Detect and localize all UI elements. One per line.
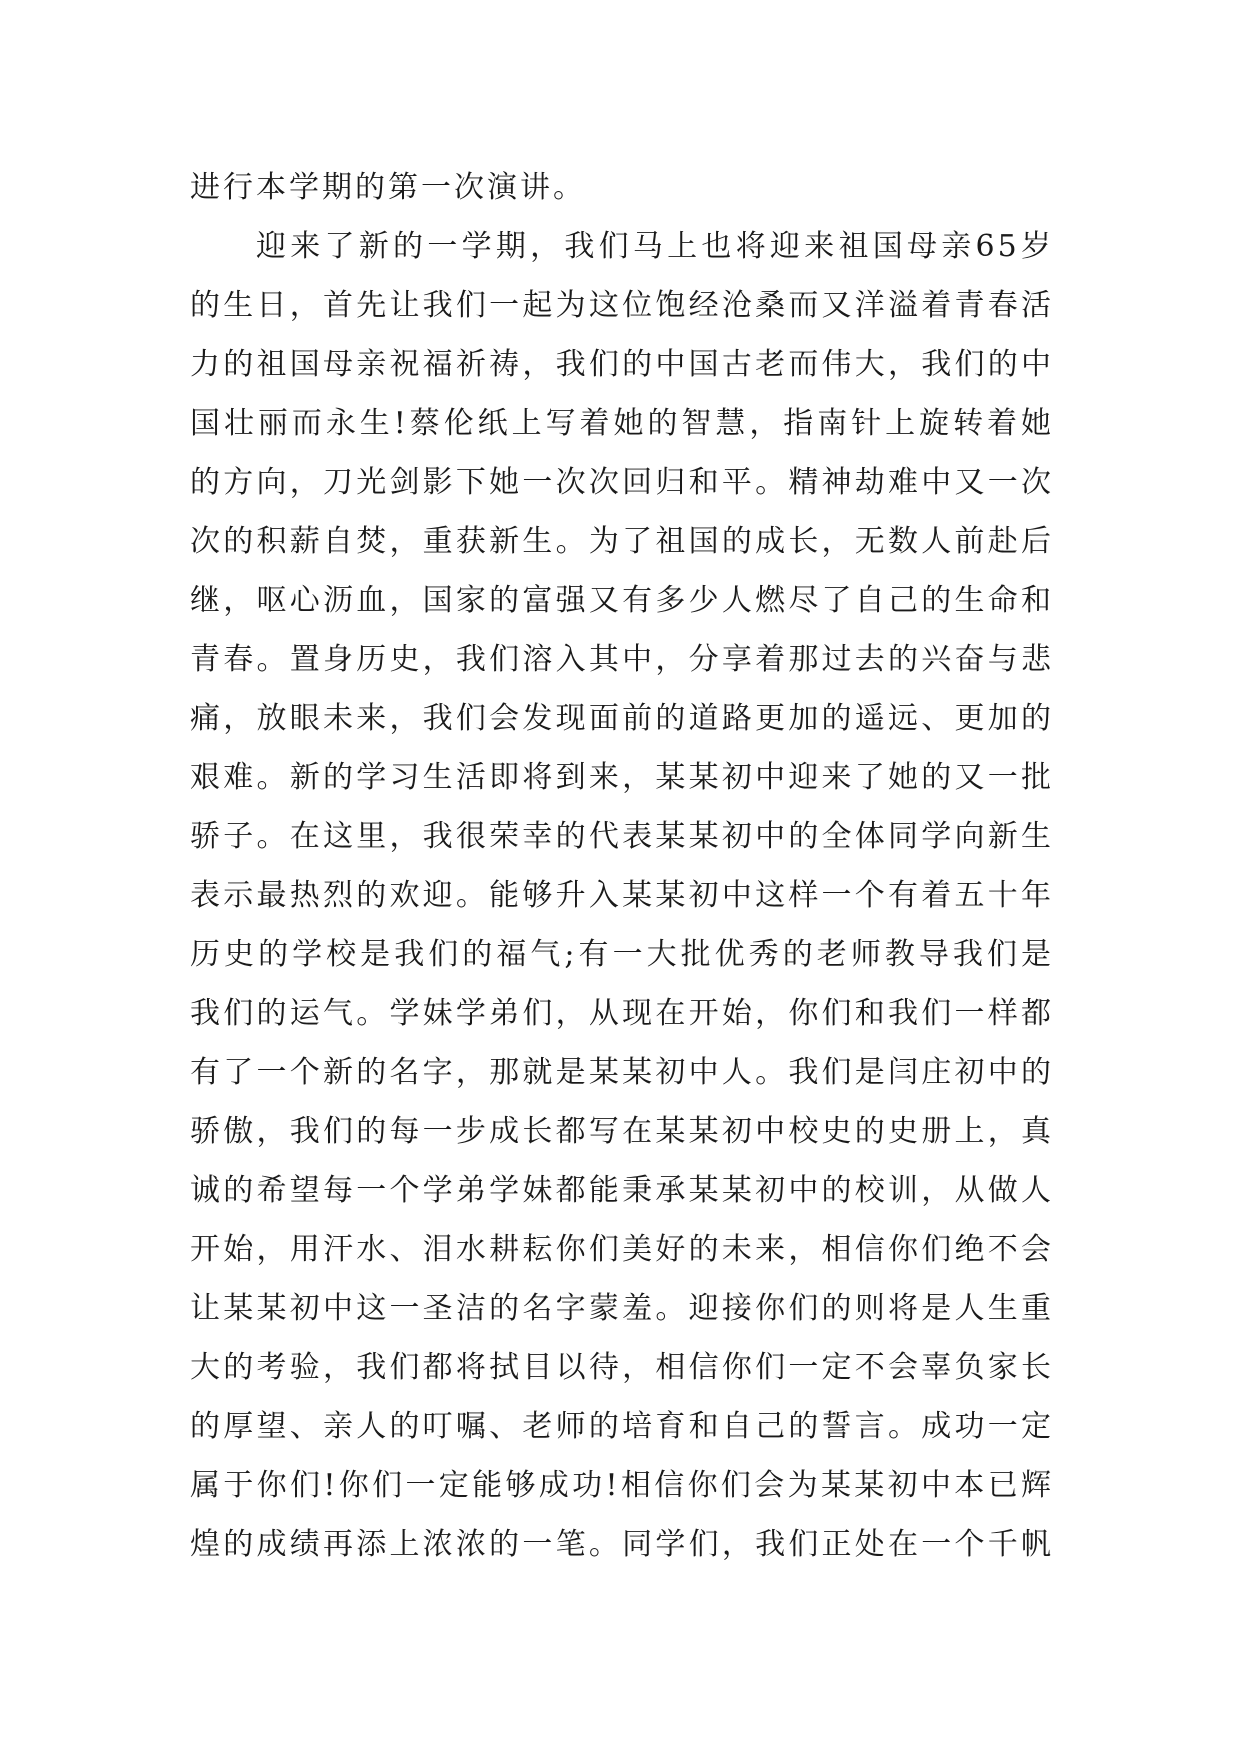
text-line: 煌的成绩再添上浓浓的一笔。同学们，我们正处在一个千帆	[190, 1527, 1054, 1562]
text-line: 继，呕心沥血，国家的富强又有多少人燃尽了自己的生命和	[190, 583, 1054, 618]
speech-text-body	[190, 158, 1054, 1574]
text-line: 艰难。新的学习生活即将到来，某某初中迎来了她的又一批	[190, 760, 1054, 795]
text-line: 有了一个新的名字，那就是某某初中人。我们是闫庄初中的	[190, 1055, 1054, 1090]
text-line: 痛，放眼未来，我们会发现面前的道路更加的遥远、更加的	[190, 701, 1054, 736]
text-line: 我们的运气。学妹学弟们，从现在开始，你们和我们一样都	[190, 996, 1054, 1031]
text-line: 的方向，刀光剑影下她一次次回归和平。精神劫难中又一次	[190, 465, 1054, 500]
text-line: 让某某初中这一圣洁的名字蒙羞。迎接你们的则将是人生重	[190, 1291, 1054, 1326]
text-line: 力的祖国母亲祝福祈祷，我们的中国古老而伟大，我们的中	[190, 347, 1054, 382]
text-line: 骄傲，我们的每一步成长都写在某某初中校史的史册上，真	[190, 1114, 1054, 1149]
text-line: 大的考验，我们都将拭目以待，相信你们一定不会辜负家长	[190, 1350, 1054, 1385]
text-line: 属于你们!你们一定能够成功!相信你们会为某某初中本已辉	[190, 1468, 1054, 1503]
text-line: 进行本学期的第一次演讲。	[190, 170, 586, 205]
text-line: 开始，用汗水、泪水耕耘你们美好的未来，相信你们绝不会	[190, 1232, 1054, 1267]
text-line: 历史的学校是我们的福气;有一大批优秀的老师教导我们是	[190, 937, 1054, 972]
text-line: 的厚望、亲人的叮嘱、老师的培育和自己的誓言。成功一定	[190, 1409, 1054, 1444]
text-line: 表示最热烈的欢迎。能够升入某某初中这样一个有着五十年	[190, 878, 1054, 913]
paragraph-start-line: 迎来了新的一学期，我们马上也将迎来祖国母亲65岁	[256, 229, 1054, 264]
text-line: 诚的希望每一个学弟学妹都能秉承某某初中的校训，从做人	[190, 1173, 1054, 1208]
text-line: 次的积薪自焚，重获新生。为了祖国的成长，无数人前赴后	[190, 524, 1054, 559]
text-line: 的生日，首先让我们一起为这位饱经沧桑而又洋溢着青春活	[190, 288, 1054, 323]
text-line: 骄子。在这里，我很荣幸的代表某某初中的全体同学向新生	[190, 819, 1054, 854]
text-line: 青春。置身历史，我们溶入其中，分享着那过去的兴奋与悲	[190, 642, 1054, 677]
text-line: 国壮丽而永生!蔡伦纸上写着她的智慧，指南针上旋转着她	[190, 406, 1054, 441]
